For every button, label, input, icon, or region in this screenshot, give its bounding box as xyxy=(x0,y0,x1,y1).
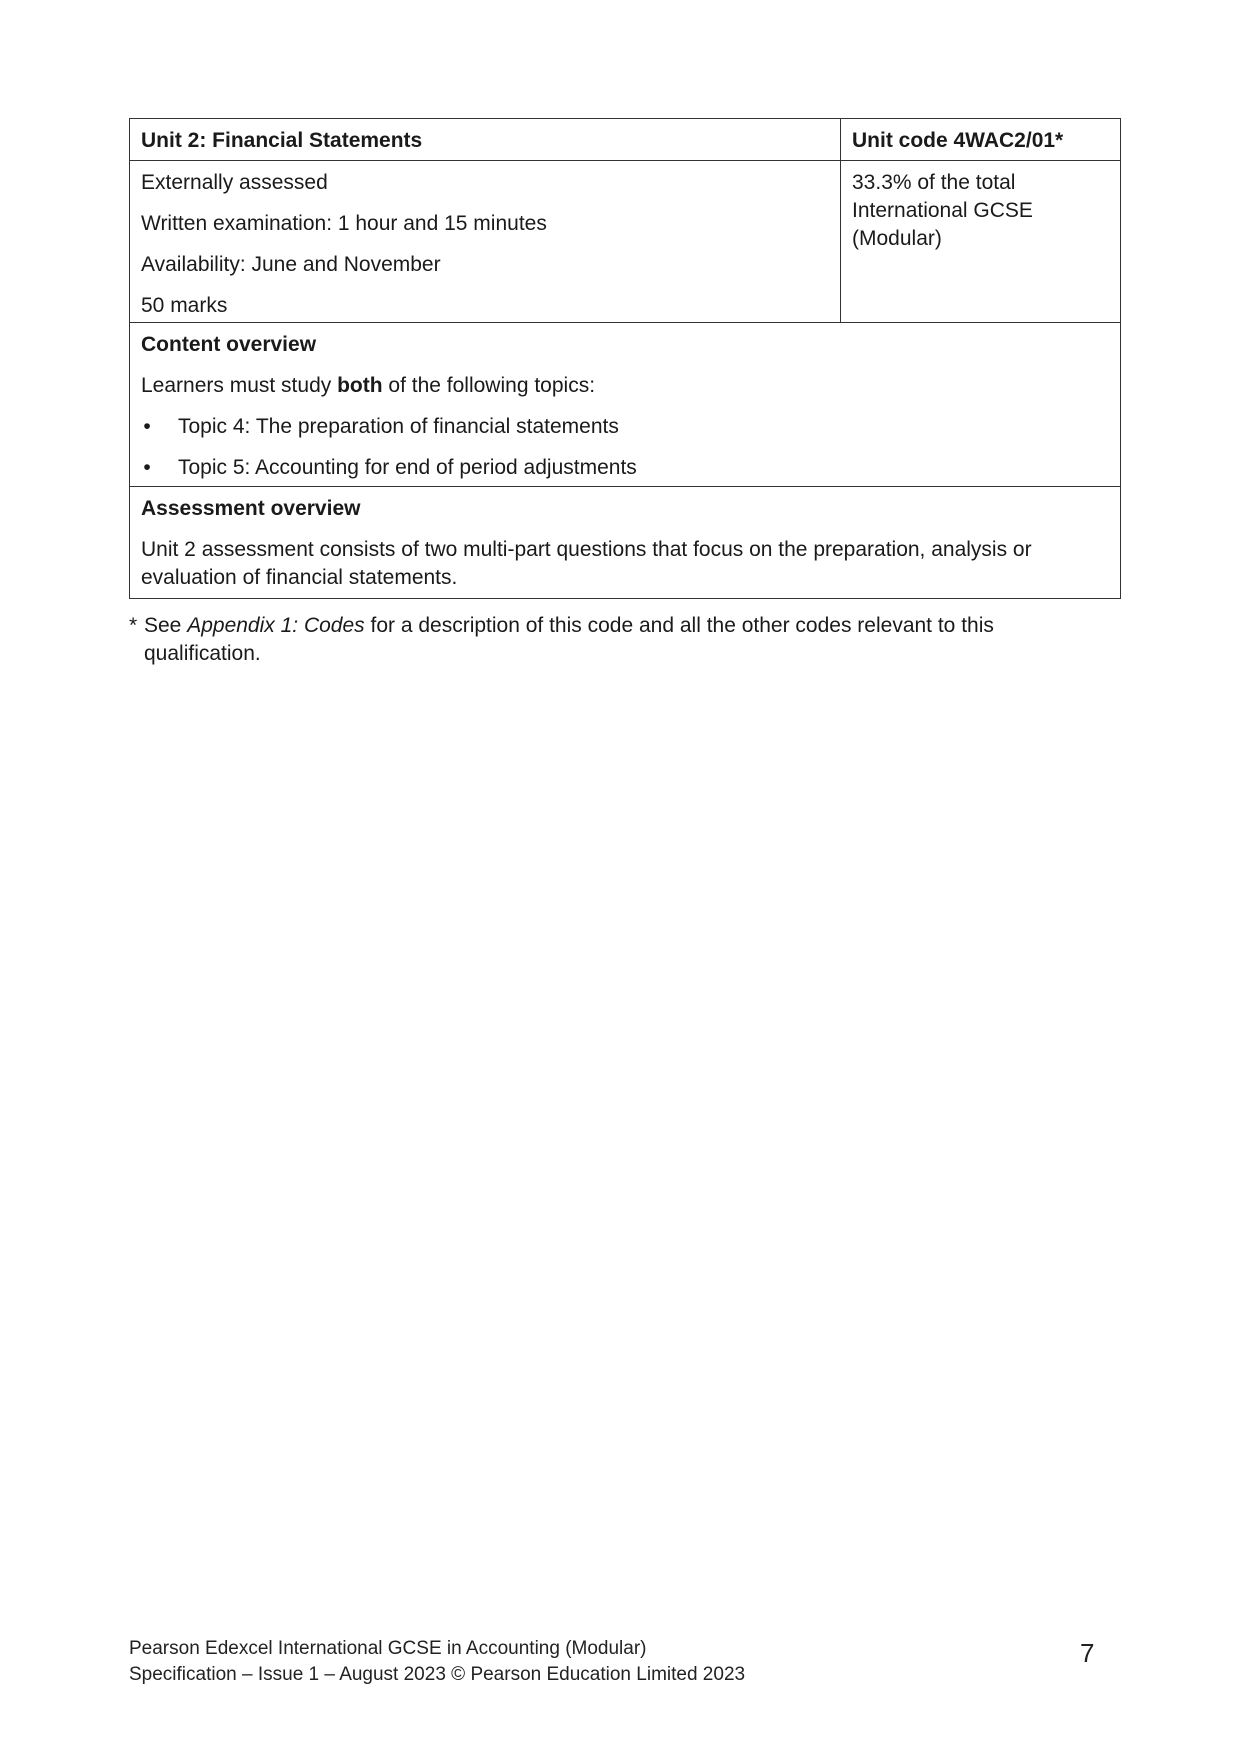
unit-title: Unit 2: Financial Statements xyxy=(130,119,841,161)
bullet-icon: • xyxy=(143,415,151,438)
unit-table xyxy=(129,118,1121,599)
content-overview-row xyxy=(130,323,1121,487)
unit-code: Unit code 4WAC2/01* xyxy=(841,119,1121,161)
intro-text-end: of the following topics: xyxy=(382,374,596,397)
assessment-type: Externally assessed xyxy=(141,171,328,194)
assessment-overview-heading: Assessment overview xyxy=(141,497,361,520)
footnote-text-start: See xyxy=(144,614,188,637)
content-overview-intro xyxy=(141,372,1109,400)
total-marks: 50 marks xyxy=(141,294,228,317)
content-overview-heading: Content overview xyxy=(141,333,317,356)
page-number: 7 xyxy=(1080,1638,1095,1668)
page-footer xyxy=(129,1636,745,1688)
appendix-reference: Appendix 1: Codes xyxy=(187,614,365,637)
footnote-text-end: for a description of this code and all the other codes relevant to this qualification. xyxy=(144,614,994,665)
topic-label: Topic 4: The preparation of financial statements xyxy=(178,415,619,438)
assessment-overview-text: Unit 2 assessment consists of two multi-part questions that focus on the preparation, analysis or evaluation of financial statements. xyxy=(141,538,1032,589)
footer-title: Pearson Edexcel International GCSE in Accounting (Modular) xyxy=(129,1638,647,1659)
footnote-text xyxy=(144,612,1029,668)
intro-text-start: Learners must study xyxy=(141,374,338,397)
footer-issue: Specification – Issue 1 – August 2023 © Pearson Education Limited 2023 xyxy=(129,1664,746,1685)
assessment-overview-row xyxy=(130,487,1121,599)
qualification-share: 33.3% of the total International GCSE (Modular) xyxy=(841,161,1121,323)
topic-label: Topic 5: Accounting for end of period adjustments xyxy=(178,456,637,479)
exam-duration: Written examination: 1 hour and 15 minutes xyxy=(141,212,547,235)
unit-header-row xyxy=(130,119,1121,161)
content-overview xyxy=(130,323,1121,487)
intro-text-emphasis: both xyxy=(337,374,383,397)
list-item xyxy=(141,413,1109,441)
topic-list xyxy=(141,413,1109,482)
bullet-icon: • xyxy=(143,456,151,479)
unit-details-row xyxy=(130,161,1121,323)
list-item xyxy=(141,454,1109,482)
availability: Availability: June and November xyxy=(141,253,441,276)
footnote xyxy=(129,612,1029,668)
unit-details xyxy=(130,161,841,323)
assessment-overview xyxy=(130,487,1121,599)
footnote-marker: * xyxy=(129,614,138,637)
